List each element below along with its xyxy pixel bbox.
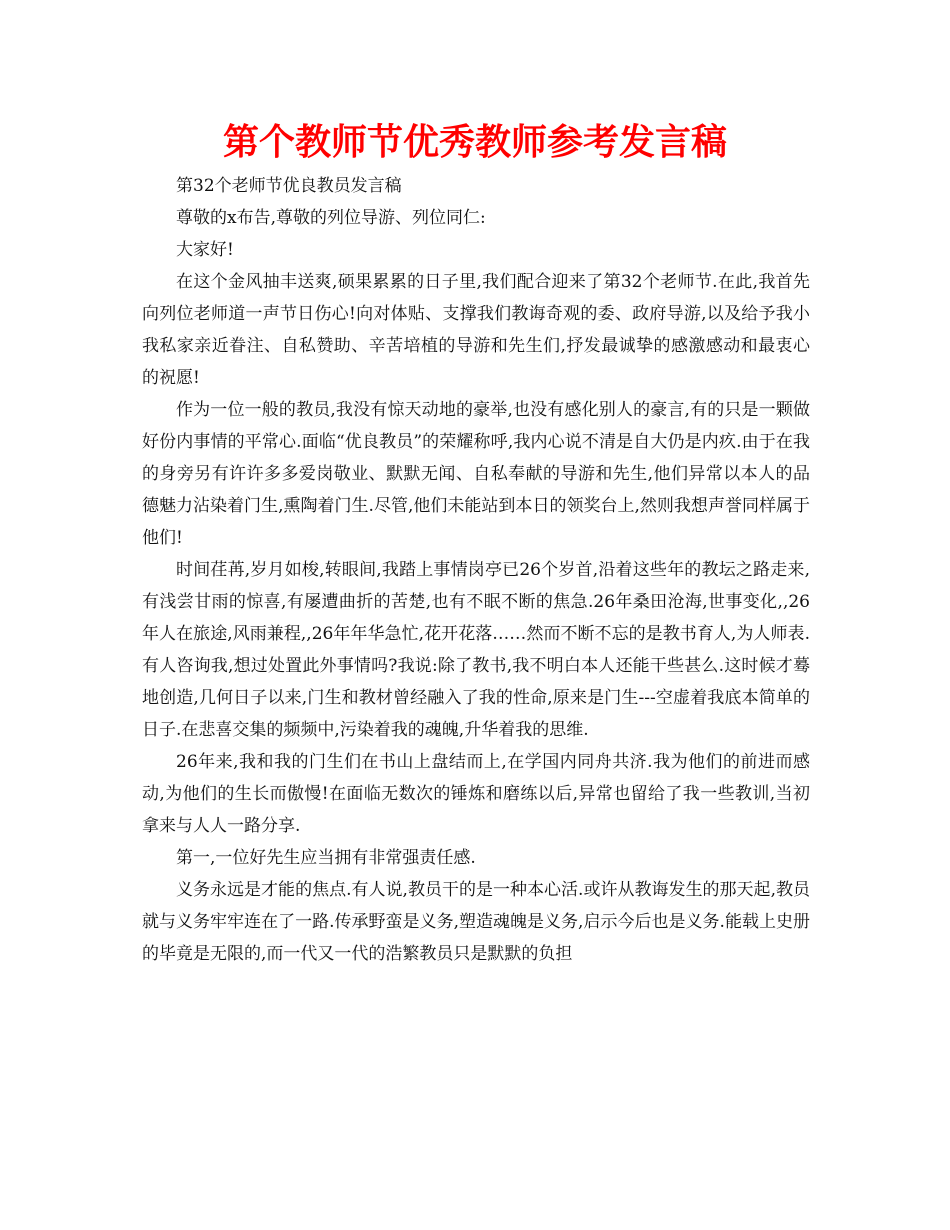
paragraph: 义务永远是才能的焦点.有人说,教员干的是一种本心活.或许从教诲发生的那天起,教员就与义务牢牢连在了一路.传承野蛮是义务,塑造魂魄是义务,启示今后也是义务.能载上史册的毕竟是无限的,而一代又一代的浩繁教员只是默默的负担 [142, 880, 810, 964]
paragraph: 作为一位一般的教员,我没有惊天动地的豪举,也没有感化别人的豪言,有的只是一颗做好份内事情的平常心.面临“优良教员”的荣耀称呼,我内心说不清是自大仍是内疚.由于在我的身旁另有许许多多爱岗敬业、默默无闻、自私奉献的导游和先生,他们异常以本人的品德魅力沾染着门生,熏陶着门生.尽管,他们未能站到本日的领奖台上,然则我想声誉同样属于他们! [142, 400, 810, 548]
paragraph: 在这个金风抽丰送爽,硕果累累的日子里,我们配合迎来了第32个老师节.在此,我首先向列位老师道一声节日伤心!向对体贴、支撑我们教诲奇观的委、政府导游,以及给予我小我私家亲近眷注、自私赞助、辛苦培植的导游和先生们,抒发最诚挚的感激感动和最衷心的祝愿! [142, 272, 810, 388]
document-title: 第个教师节优秀教师参考发言稿 [222, 122, 727, 163]
document-body [142, 170, 810, 970]
paragraph: 尊敬的x布告,尊敬的列位导游、列位同仁: [176, 208, 486, 228]
paragraph: 时间荏苒,岁月如梭,转眼间,我踏上事情岗亭已26个岁首,沿着这些年的教坛之路走来,有浅尝甘雨的惊喜,有屡遭曲折的苦楚,也有不眠不断的焦急.26年桑田沧海,世事变化,,26年人在旅途,风雨兼程,,26年年华急忙,花开花落……然而不断不忘的是教书育人,为人师表.有人咨询我,想过处置此外事情吗?我说:除了教书,我不明白本人还能干些甚么.这时候才蓦地创造,几何日子以来,门生和教材曾经融入了我的性命,原来是门生---空虚着我底本简单的日子.在悲喜交集的频频中,污染着我的魂魄,升华着我的思维. [142, 560, 810, 740]
paragraph: 第32个老师节优良教员发言稿 [176, 176, 402, 196]
paragraph: 第一,一位好先生应当拥有非常强责任感. [176, 848, 476, 868]
paragraph: 大家好! [176, 240, 234, 260]
paragraph: 26年来,我和我的门生们在书山上盘结而上,在学国内同舟共济.我为他们的前进而感动,为他们的生长而傲慢!在面临无数次的锤炼和磨练以后,异常也留给了我一些教训,当初拿来与人人一路分享. [142, 752, 810, 836]
